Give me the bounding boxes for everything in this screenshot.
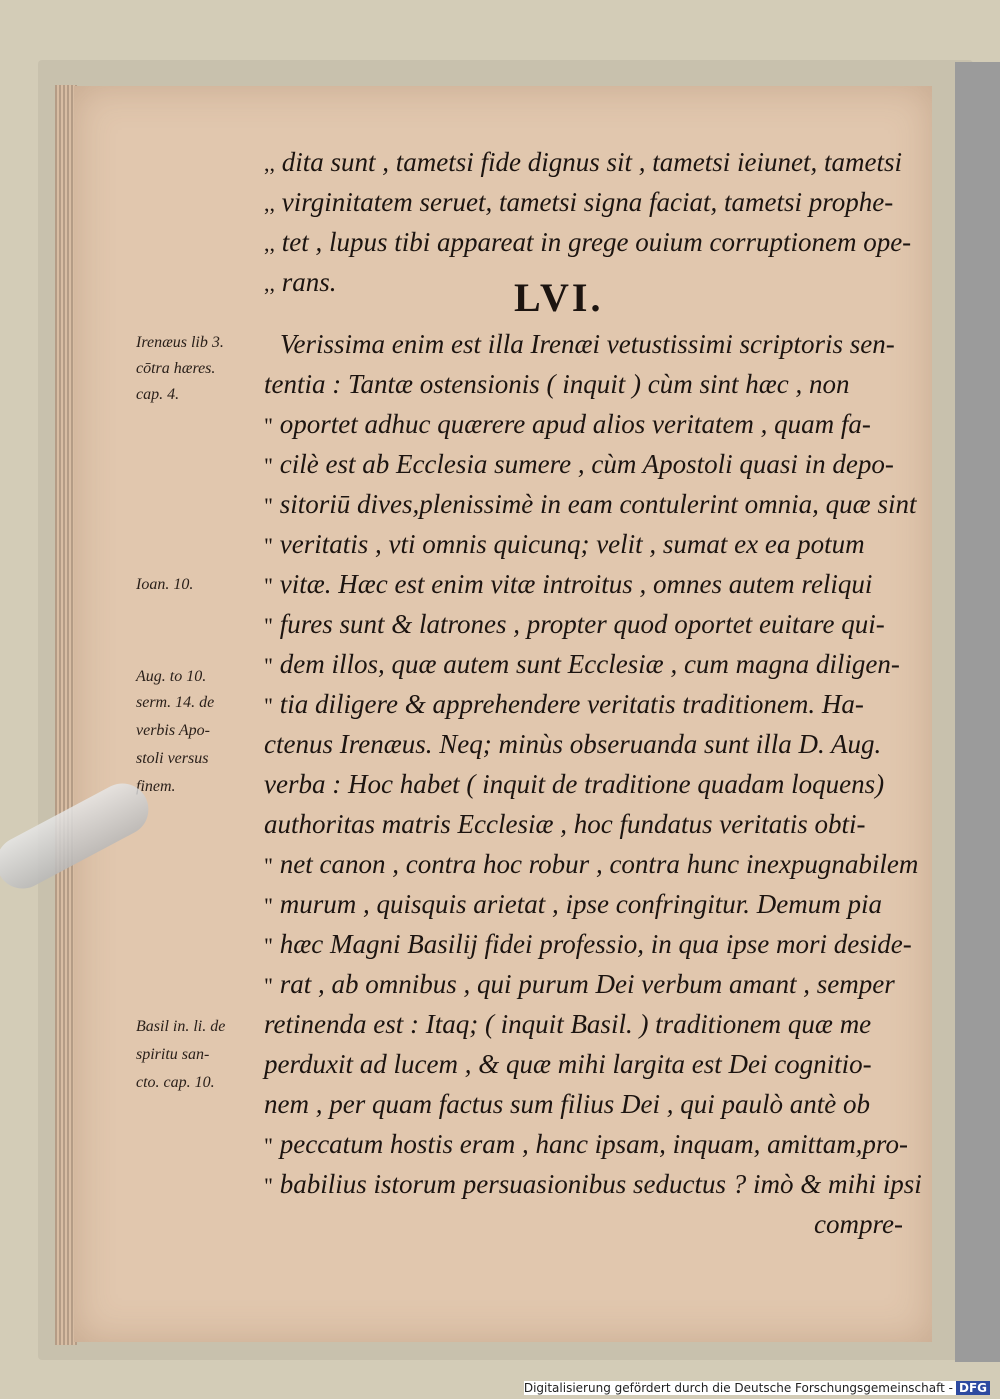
text-line: ctenus Irenæus. Neq; minùs obseruanda sunt illa D. Aug. <box>264 729 882 759</box>
text-line: " oportet adhuc quærere apud alios veritatem , quam fa- <box>264 409 871 439</box>
text-line: authoritas matris Ecclesiæ , hoc fundatus veritatis obti- <box>264 809 866 839</box>
text-line: " vitæ. Hæc est enim vitæ introitus , omnes autem reliqui <box>264 569 873 599</box>
margin-note: serm. 14. de <box>136 694 215 711</box>
text-line: ,, tet , lupus tibi appareat in grege ouium corruptionem ope- <box>264 227 912 257</box>
footer <box>524 1381 990 1395</box>
text-line: retinenda est : Itaq; ( inquit Basil. ) traditionem quæ me <box>264 1009 872 1039</box>
section-heading: LVI. <box>514 275 604 320</box>
text-line: " murum , quisquis arietat , ipse confringitur. Demum pia <box>264 889 882 919</box>
text-line: " hæc Magni Basilij fidei professio, in qua ipse mori deside- <box>264 929 912 959</box>
text-line: nem , per quam factus sum filius Dei , qui paulò antè ob <box>264 1089 870 1119</box>
margin-note: cap. 4. <box>136 386 180 403</box>
text-line: perduxit ad lucem , & quæ mihi largita est Dei cognitio- <box>264 1049 872 1079</box>
text-block <box>74 86 932 1342</box>
dfg-logo: DFG <box>956 1381 990 1395</box>
text-line: tentia : Tantæ ostensionis ( inquit ) cùm sint hæc , non <box>264 369 850 399</box>
margin-note: Ioan. 10. <box>136 576 194 593</box>
margin-note: cōtra hæres. <box>136 360 216 377</box>
text-line: ,, dita sunt , tametsi fide dignus sit , tametsi ieiunet, tametsi <box>264 147 902 177</box>
text-line: Verissima enim est illa Irenæi vetustissimi scriptoris sen- <box>280 329 895 359</box>
margin-note: stoli versus <box>136 750 209 767</box>
margin-note: spiritu san- <box>136 1046 210 1063</box>
text-line: " dem illos, quæ autem sunt Ecclesiæ , cum magna diligen- <box>264 649 900 679</box>
footer-text: Digitalisierung gefördert durch die Deutsche Forschungsgemeinschaft - <box>523 1381 953 1395</box>
text-line: " cilè est ab Ecclesia sumere , cùm Apostoli quasi in depo- <box>264 449 894 479</box>
text-line: " rat , ab omnibus , qui purum Dei verbum amant , semper <box>264 969 895 999</box>
margin-note: Aug. to 10. <box>136 668 207 685</box>
margin-note: cto. cap. 10. <box>136 1074 215 1091</box>
text-line: " peccatum hostis eram , hanc ipsam, inquam, amittam,pro- <box>264 1129 908 1159</box>
text-line: " net canon , contra hoc robur , contra hunc inexpugnabilem <box>264 849 919 879</box>
scanner-edge <box>955 62 1000 1362</box>
text-line: " tia diligere & apprehendere veritatis traditionem. Ha- <box>264 689 864 719</box>
text-line: verba : Hoc habet ( inquit de traditione quadam loquens) <box>264 769 885 799</box>
text-line: " sitoriū dives,plenissimè in eam contulerint omnia, quæ sint <box>264 489 917 519</box>
text-line: ,, rans. <box>264 267 337 297</box>
margin-note: verbis Apo- <box>136 722 210 739</box>
margin-note: Basil in. li. de <box>136 1018 226 1035</box>
text-line: ,, virginitatem seruet, tametsi signa faciat, tametsi prophe- <box>264 187 894 217</box>
text-line: " fures sunt & latrones , propter quod oportet euitare qui- <box>264 609 885 639</box>
margin-note: Irenæus lib 3. <box>136 334 224 351</box>
catchword: compre- <box>814 1209 903 1239</box>
margin-note: finem. <box>136 778 176 795</box>
text-line: " babilius istorum persuasionibus seductus ? imò & mihi ipsi <box>264 1169 922 1199</box>
text-line: " veritatis , vti omnis quicunq; velit , sumat ex ea potum <box>264 529 865 559</box>
book-page <box>74 86 932 1342</box>
